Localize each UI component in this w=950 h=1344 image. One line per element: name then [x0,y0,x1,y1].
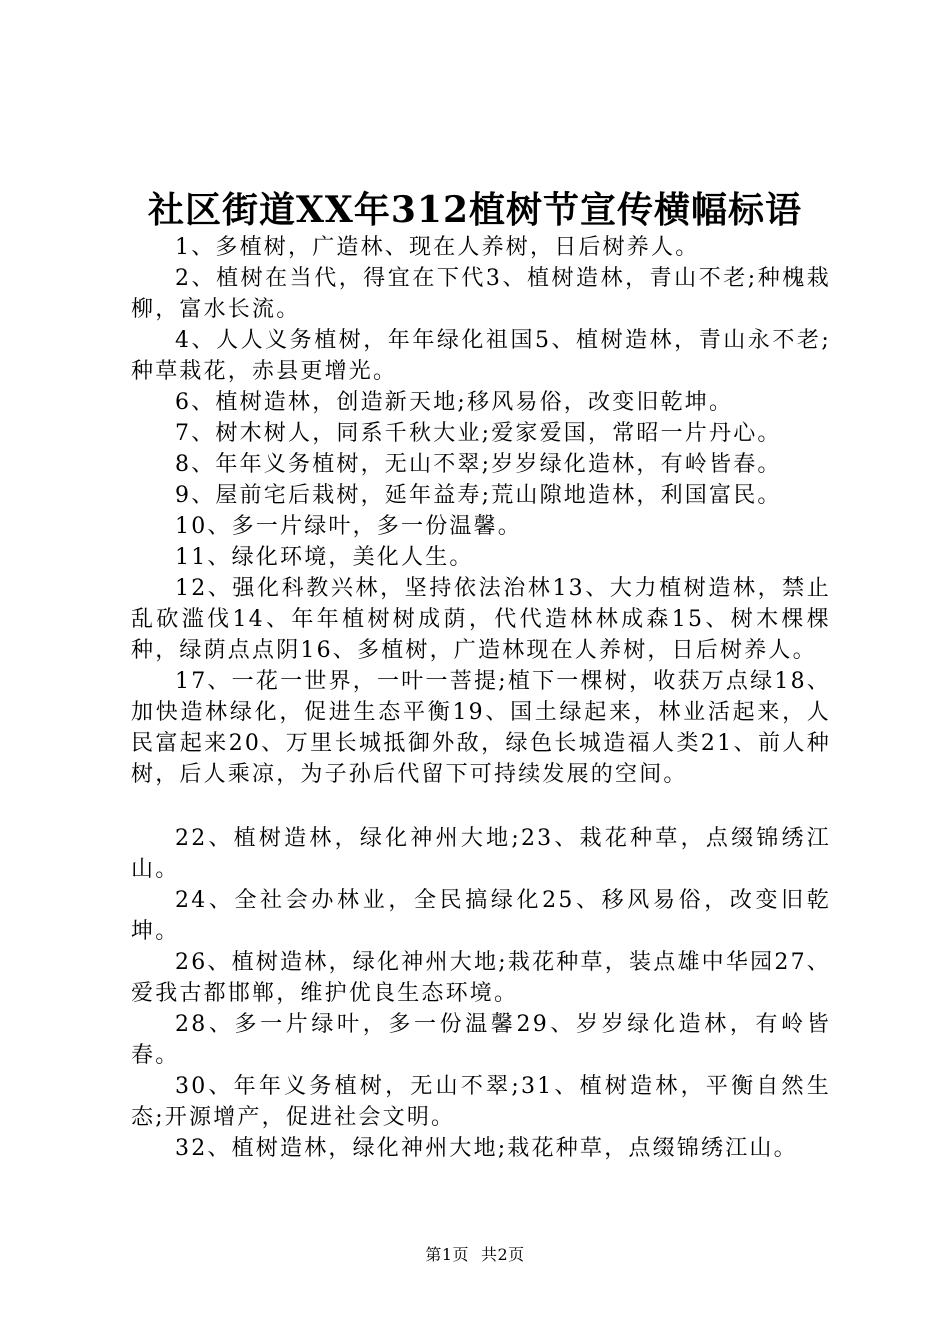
paragraph-7: 9、屋前宅后栽树，延年益寿;荒山隙地造林，利国富民。 [175,483,782,508]
paragraph-17: 32、植树造林，绿化神州大地;栽花种草，点缀锦绣江山。 [175,1136,798,1161]
page-footer [0,1244,950,1266]
paragraph-6: 8、年年义务植树，无山不翠;岁岁绿化造林，有岭皆春。 [175,452,782,477]
paragraph-11: 17、一花一世界，一叶一菩提;植下一棵树，收获万点绿18、加快造林绿化，促进生态平衡19、国土绿起来，林业活起来，人民富起来20、万里长城抵御外敌，绿色长城造福人类21、前人种树，后人乘凉，为子孙后代留下可持续发展的空间。 [131,669,831,787]
paragraph-15: 28、多一片绿叶，多一份温馨29、岁岁绿化造林，有岭皆春。 [131,1012,831,1068]
paragraph-spacer [131,790,831,823]
paragraph-12: 22、植树造林，绿化神州大地;23、栽花种草，点缀锦绣江山。 [131,826,831,882]
paragraph-4: 6、植树造林，创造新天地;移风易俗，改变旧乾坤。 [175,390,734,415]
paragraph-5: 7、树木树人，同系千秋大业;爱家爱国，常昭一片丹心。 [175,421,782,446]
paragraph-1: 1、多植树，广造林、现在人养树，日后树养人。 [175,235,700,260]
paragraph-10: 12、强化科教兴林，坚持依法治林13、大力植树造林，禁止乱砍滥伐14、年年植树树成荫，代代造林林成森15、树木棵棵种，绿荫点点阴16、多植树，广造林现在人养树，日后树养人。 [131,576,831,663]
paragraph-9: 11、绿化环境，美化人生。 [175,545,474,570]
paragraph-2: 2、植树在当代，得宜在下代3、植树造林，青山不老;种槐栽柳，富水长流。 [131,266,831,322]
page-total: 共2页 [481,1245,525,1264]
document-title: 社区街道XX年312植树节宣传横幅标语 [147,189,802,231]
paragraph-16: 30、年年义务植树，无山不翠;31、植树造林，平衡自然生态;开源增产，促进社会文明。 [131,1074,831,1130]
paragraph-8: 10、多一片绿叶，多一份温馨。 [175,514,522,539]
paragraph-3: 4、人人义务植树，年年绿化祖国5、植树造林，青山永不老;种草栽花，赤县更增光。 [131,328,831,384]
document-body [131,232,831,1164]
paragraph-14: 26、植树造林，绿化神州大地;栽花种草，装点雄中华园27、爱我古都邯郸，维护优良生态环境。 [131,950,831,1006]
page-number: 第1页 [425,1245,469,1264]
paragraph-13: 24、全社会办林业，全民搞绿化25、移风易俗，改变旧乾坤。 [131,888,831,944]
